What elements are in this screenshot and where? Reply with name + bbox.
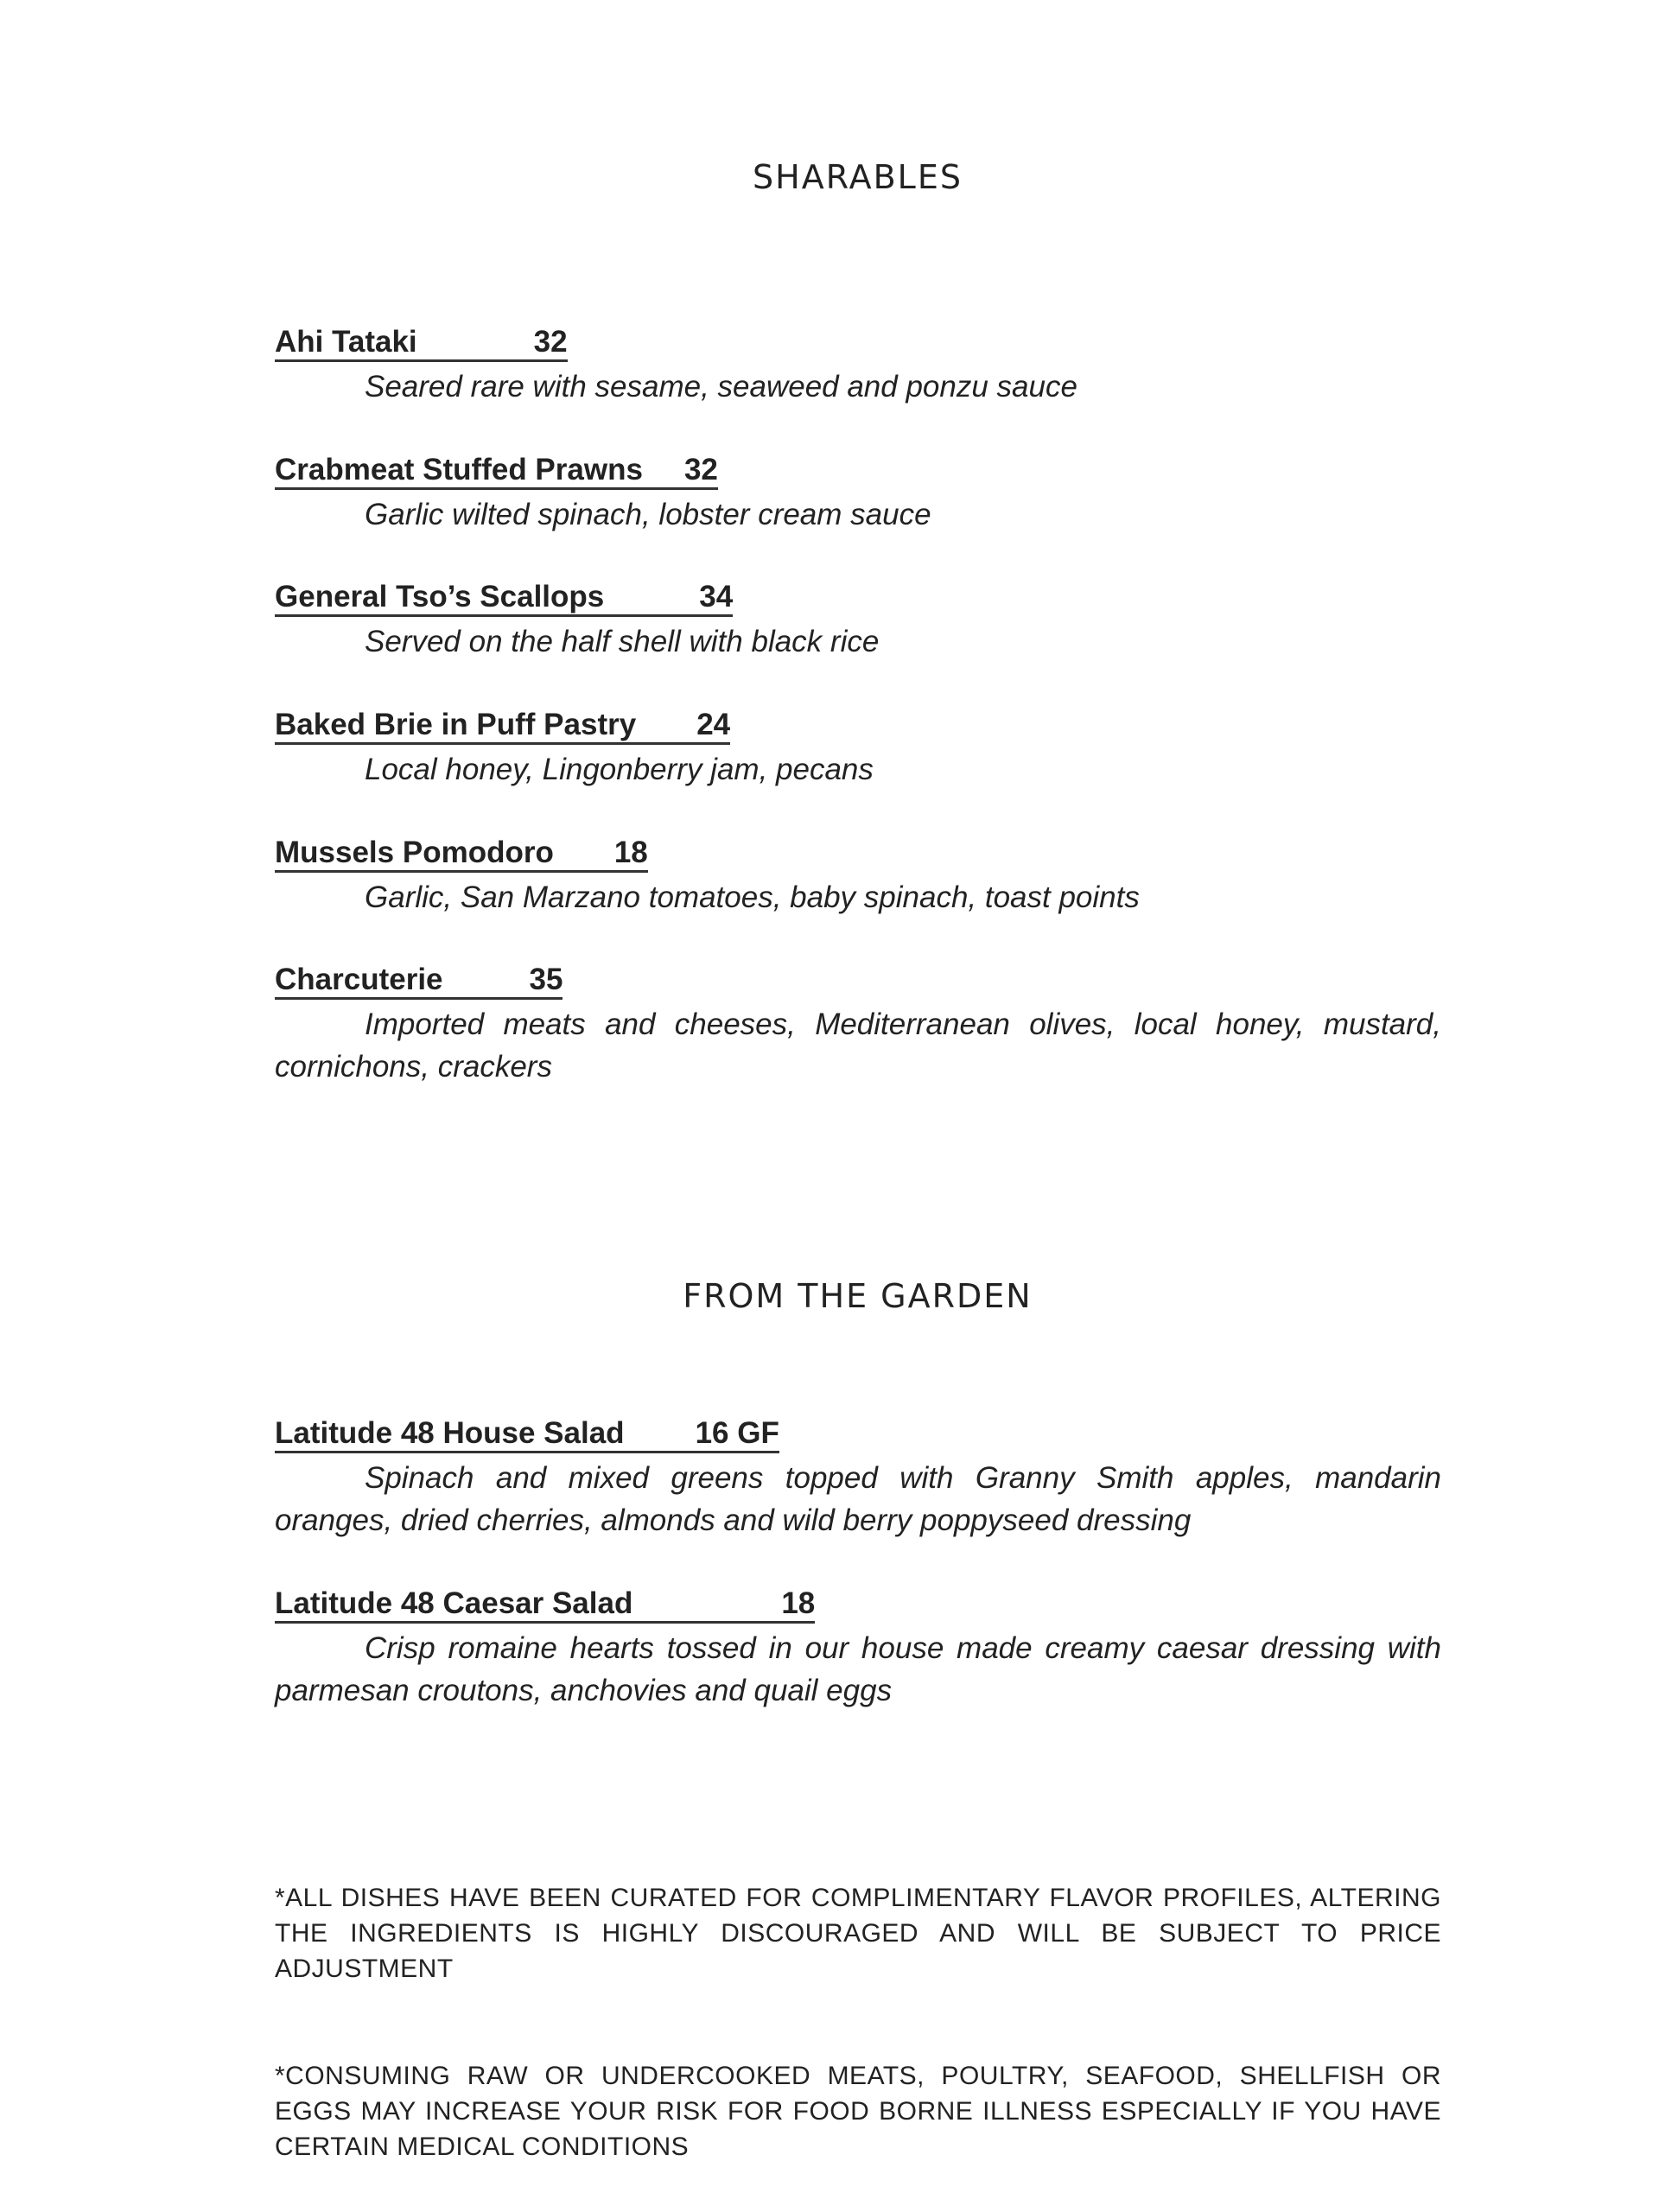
menu-item	[275, 578, 1441, 663]
item-description: Crisp romaine hearts tossed in our house made creamy caesar dressing with parmesan croutons, anchovies and quail eggs	[275, 1631, 1441, 1707]
item-heading	[275, 578, 733, 617]
item-description: Local honey, Lingonberry jam, pecans	[365, 753, 874, 786]
item-heading	[275, 1414, 779, 1453]
item-heading	[275, 961, 563, 1000]
menu-item	[275, 834, 1441, 918]
menu-item	[275, 1414, 1441, 1541]
item-description: Served on the half shell with black rice	[365, 625, 880, 658]
item-name: General Tso’s Scallops	[275, 580, 605, 613]
item-description: Seared rare with sesame, seaweed and ponzu sauce	[365, 370, 1077, 404]
menu-item	[275, 451, 1441, 536]
section-title-from-the-garden: FROM THE GARDEN	[683, 1277, 1033, 1315]
item-name: Baked Brie in Puff Pastry	[275, 708, 637, 741]
item-name: Ahi Tataki	[275, 325, 417, 359]
item-description: Spinach and mixed greens topped with Granny Smith apples, mandarin oranges, dried cherries, almonds and wild berry poppyseed dressing	[275, 1461, 1441, 1537]
item-description: Imported meats and cheeses, Mediterranean olives, local honey, mustard, cornichons, crackers	[275, 1007, 1441, 1084]
item-heading	[275, 451, 718, 490]
item-price: 32	[533, 325, 568, 359]
item-description: Garlic wilted spinach, lobster cream sauce	[365, 498, 931, 531]
item-heading	[275, 323, 568, 362]
menu-item	[275, 961, 1441, 1088]
item-price: 24	[696, 708, 731, 741]
item-name: Latitude 48 Caesar Salad	[275, 1586, 633, 1620]
notice-ingredient-alteration: *ALL DISHES HAVE BEEN CURATED FOR COMPLIMENTARY FLAVOR PROFILES, ALTERING THE INGREDIENTS IS HIGHLY DISCOURAGED AND WILL BE SUBJECT TO PRICE ADJUSTMENT	[275, 1884, 1441, 1983]
section-title-sharables: SHARABLES	[753, 158, 963, 196]
item-heading	[275, 1585, 815, 1624]
item-price: 35	[529, 963, 563, 996]
menu-item	[275, 706, 1441, 791]
item-name: Latitude 48 House Salad	[275, 1416, 625, 1450]
item-heading	[275, 706, 730, 745]
item-name: Crabmeat Stuffed Prawns	[275, 453, 643, 486]
item-price: 18	[781, 1586, 816, 1620]
menu-item	[275, 1585, 1441, 1712]
item-name: Charcuterie	[275, 963, 443, 996]
item-name: Mussels Pomodoro	[275, 836, 554, 869]
item-price: 18	[613, 836, 648, 869]
item-price: 32	[683, 453, 718, 486]
item-description: Garlic, San Marzano tomatoes, baby spinach, toast points	[365, 880, 1140, 914]
item-price: 16 GF	[695, 1416, 779, 1450]
item-heading	[275, 834, 648, 873]
notice-food-safety: *CONSUMING RAW OR UNDERCOOKED MEATS, POULTRY, SEAFOOD, SHELLFISH OR EGGS MAY INCREASE YOUR RISK FOR FOOD BORNE ILLNESS ESPECIALLY IF YOU HAVE CERTAIN MEDICAL CONDITIONS	[275, 2062, 1441, 2161]
item-price: 34	[699, 580, 734, 613]
menu-item	[275, 323, 1441, 408]
